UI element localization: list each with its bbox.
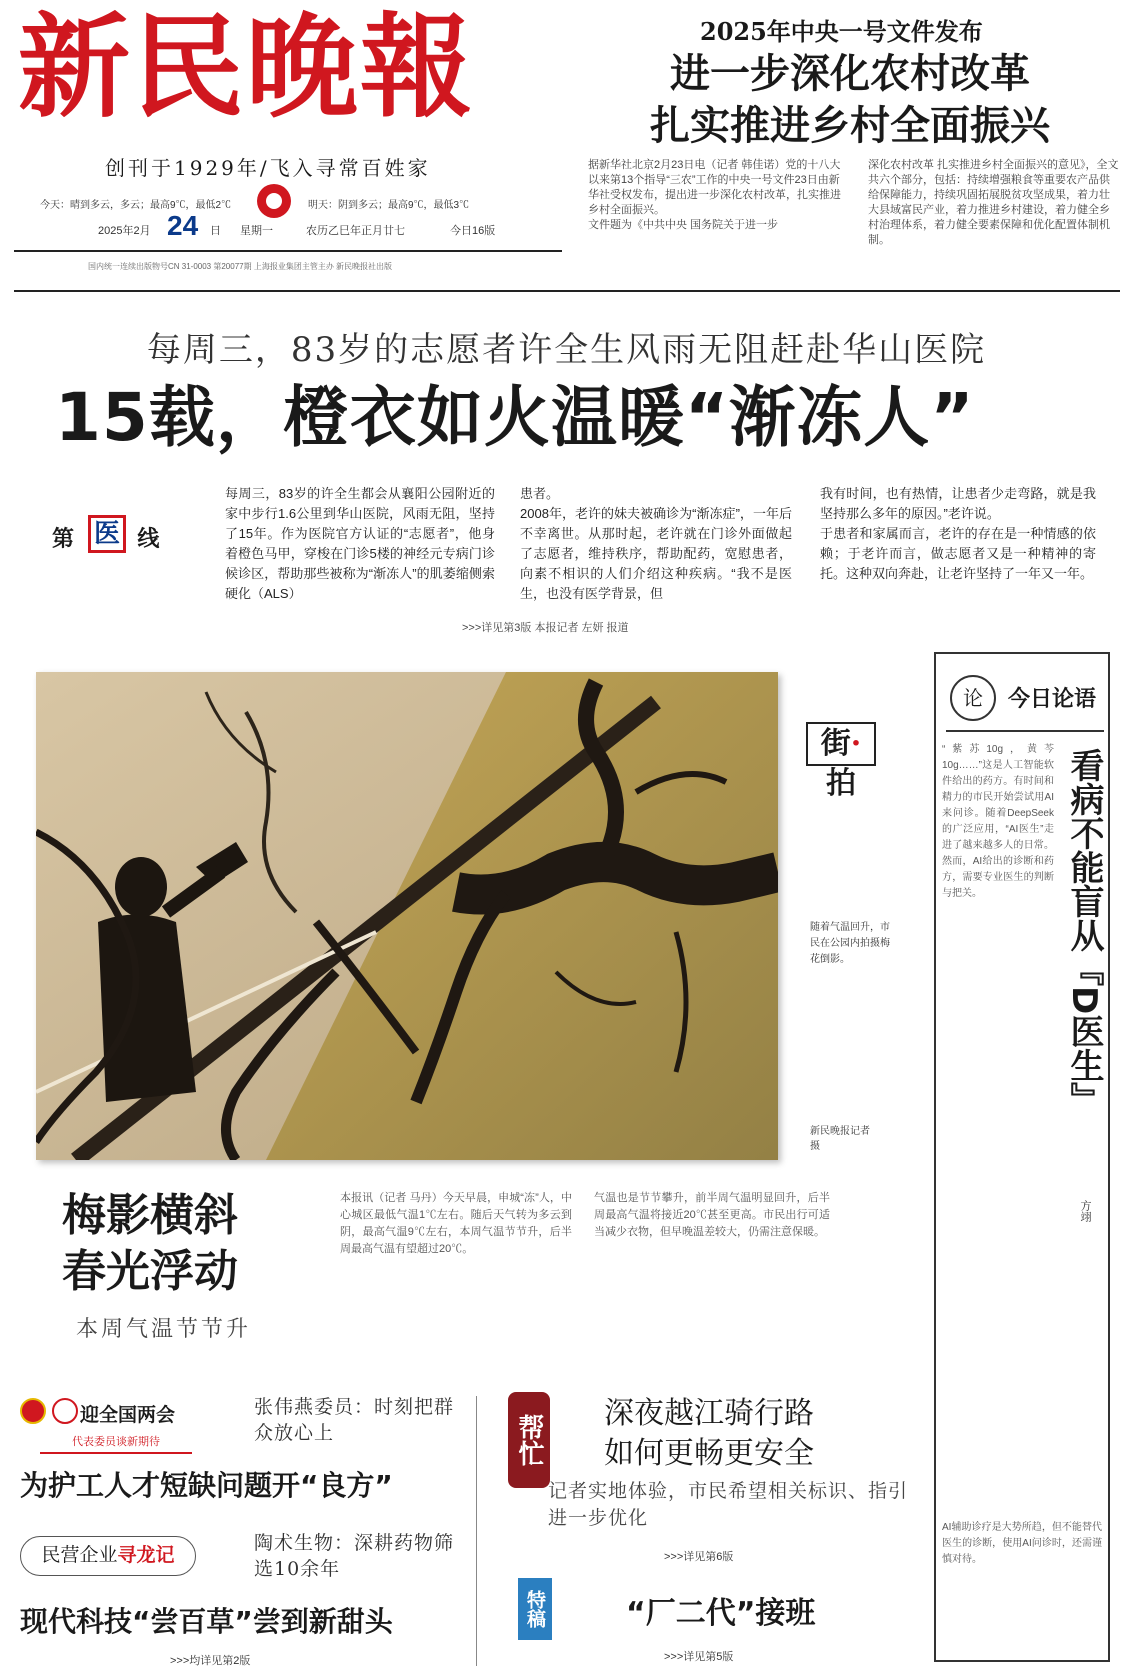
newspaper-logo-icon bbox=[257, 184, 291, 218]
section-rule-top bbox=[14, 290, 1120, 292]
commentary-title: 今日论语 bbox=[1008, 687, 1097, 712]
publication-info: 国内统一连续出版物号CN 31-0003 第20077期 上海报业集团主管主办 新民晚报社出版 bbox=[88, 262, 393, 271]
bottom-divider bbox=[476, 1396, 477, 1666]
column-tag-pre: 第 bbox=[52, 526, 75, 552]
lunar-date: 农历乙巳年正月廿七 bbox=[306, 225, 405, 237]
quest-kicker: 陶术生物：深耕药物筛选10余年 bbox=[254, 1532, 455, 1580]
column-tag-mid: 医 bbox=[93, 519, 120, 549]
date-prefix: 2025年2月 bbox=[98, 225, 151, 237]
photo-credit-line-1: 新民晚报记者 bbox=[810, 1126, 870, 1137]
column-tag-post: 线 bbox=[137, 526, 160, 552]
lead-headline[interactable] bbox=[600, 48, 1100, 152]
story-col-1: 每周三，83岁的许全生都会从襄阳公园附近的家中步行1.6公里到华山医院，风雨无阻，坚持了15年。作为医院官方认证的“志愿者”，他身着橙色马甲，穿梭在门诊5楼的神经元专病门诊候诊区，帮助那些被称为“渐冻人”的肌萎缩侧索硬化（ALS） bbox=[225, 486, 495, 601]
date-day: 24 bbox=[167, 210, 199, 241]
lead-kicker: 2025年中央一号文件发布 bbox=[700, 17, 983, 46]
cppcc-emblem-icon bbox=[52, 1398, 78, 1424]
factory-see-more-link[interactable]: >>>详见第5版 bbox=[664, 1651, 734, 1663]
np-section-label: 迎全国两会 bbox=[80, 1404, 176, 1426]
plum-headline-line-2: 春光浮动 bbox=[62, 1246, 238, 1297]
feature-tag: 特稿 bbox=[518, 1578, 552, 1640]
stamp-char-1: 街 bbox=[820, 726, 851, 761]
plum-shadow-photo-image bbox=[36, 672, 778, 1160]
stamp-char-2: 拍 bbox=[826, 766, 856, 801]
night-subhead: 记者实地体验，市民希望相关标识、指引进一步优化 bbox=[548, 1480, 909, 1529]
factory-headline[interactable]: “厂二代”接班 bbox=[626, 1596, 816, 1631]
np-section-sub: 代表委员谈新期待 bbox=[40, 1433, 192, 1454]
quest-see-more-link[interactable]: >>>均详见第2版 bbox=[170, 1655, 251, 1667]
story-col-3: 我有时间，也有热情，让患者少走弯路，就是我坚持那么多年的原因。”老许说。 于患者和家属而言，老许的存在是一种情感的依赖；于老许而言，做志愿者又是一种精神的寄托。这种双向奔赴，让老许坚持了一年又一年。 bbox=[820, 486, 1096, 581]
column-tag-badge bbox=[88, 515, 126, 553]
weather-today: 今天：晴到多云，多云；最高9℃，最低2℃ bbox=[40, 200, 232, 211]
commentary-text: “紫苏10g，黄芩10g……”这是人工智能软件给出的药方。有时间和精力的市民开始尝试用AI来问诊。随着DeepSeek的广泛应用，“AI医生”走进了越来越多人的日常。然而，AI给出的诊断和药方，需要专业医生的判断与把关。 bbox=[942, 744, 1054, 899]
commentary-headline[interactable]: 看病不能盲从『D医生』 bbox=[1064, 748, 1104, 1117]
commentary-rule bbox=[946, 730, 1104, 732]
story-col-2: 患者。 2008年，老许的妹夫被确诊为“渐冻症”，一年后不幸离世。从那时起，老许就在门诊外面做起了志愿者，维持秩序，帮助配药，宽慰患者，向素不相识的人们介绍这种疾病。“我不是医生，也没有医学背景，但 bbox=[520, 486, 792, 601]
quest-badge-pre: 民营企业 bbox=[41, 1544, 118, 1566]
quest-badge-red: 寻龙记 bbox=[117, 1544, 175, 1566]
masthead-title: 新民晚報 bbox=[18, 2, 474, 133]
photo-credit-line-2: 摄 bbox=[810, 1141, 820, 1152]
private-enterprise-badge bbox=[20, 1536, 196, 1576]
commentary-text-end: AI辅助诊疗是大势所趋，但不能替代医生的诊断，使用AI问诊时，还需谨慎对待。 bbox=[942, 1522, 1102, 1565]
lead-body-left bbox=[588, 158, 846, 260]
night-headline[interactable] bbox=[604, 1394, 814, 1474]
plum-subhead: 本周气温节节升 bbox=[76, 1317, 252, 1342]
night-headline-line-2: 如何更畅更安全 bbox=[604, 1436, 814, 1471]
np-kicker: 张伟燕委员：时刻把群众放心上 bbox=[254, 1396, 455, 1444]
masthead-slogan: 创刊于1929年/飞入寻常百姓家 bbox=[105, 156, 431, 180]
lead-headline-line-2: 扎实推进乡村全面振兴 bbox=[650, 103, 1050, 149]
photo-caption: 随着气温回升，市民在公园内拍摄梅花倒影。 bbox=[810, 922, 890, 965]
story-deck: 每周三，83岁的志愿者许全生风雨无阻赶赴华山医院 bbox=[146, 330, 987, 370]
masthead-rule bbox=[14, 250, 562, 252]
street-photo-stamp: 街·拍 bbox=[806, 722, 876, 766]
night-see-more-link[interactable]: >>>详见第6版 bbox=[664, 1551, 734, 1563]
plum-headline[interactable] bbox=[62, 1188, 238, 1300]
plum-col-2: 气温也是节节攀升，前半周气温明显回升，后半周最高气温将接近20℃甚至更高。市民出行可适当减少衣物，但早晚温差较大，仍需注意保暖。 bbox=[594, 1192, 830, 1238]
national-emblem-icon bbox=[20, 1398, 46, 1424]
commentary-author: 方翊 bbox=[1079, 1200, 1092, 1222]
plum-col-1: 本报讯（记者 马丹）今天早晨，申城“冻”人，中心城区最低气温1℃左右。随后天气转为多云到阴，最高气温9℃左右，本周气温节节升，后半周最高气温有望超过20℃。 bbox=[340, 1192, 572, 1255]
photo-credit bbox=[810, 1124, 870, 1154]
story-see-more-link[interactable]: >>>详见第3版 本报记者 左妍 报道 bbox=[462, 622, 629, 634]
commentary-badge-icon: 论 bbox=[950, 675, 996, 721]
lead-body-left-p1: 据新华社北京2月23日电（记者 韩佳诺）党的十八大以来第13个指导“三农”工作的中央一号文件23日由新华社受权发布，提出进一步深化农村改革，扎实推进乡村全面振兴。 bbox=[588, 159, 841, 216]
page-count: 今日16版 bbox=[450, 225, 496, 237]
weekday: 星期一 bbox=[240, 225, 273, 237]
lead-body-right: 深化农村改革 扎实推进乡村全面振兴的意见》，全文共六个部分，包括：持续增强粮食等重要农产品供给保障能力，持续巩固拓展脱贫攻坚成果，着力壮大县域富民产业，着力推进乡村建设，着力健全乡村治理体系，着力健全要素保障和优化配置体制机制。 bbox=[868, 159, 1119, 246]
weather-tomorrow: 明天：阴到多云；最高9℃，最低3℃ bbox=[308, 200, 470, 211]
lead-headline-line-1: 进一步深化农村改革 bbox=[670, 51, 1030, 97]
date-unit: 日 bbox=[210, 225, 221, 237]
lead-body-left-p2: 文件题为《中共中央 国务院关于进一步 bbox=[588, 219, 779, 231]
plum-headline-line-1: 梅影横斜 bbox=[62, 1190, 238, 1241]
street-photo bbox=[36, 672, 778, 1160]
quest-headline[interactable]: 现代科技“尝百草”尝到新甜头 bbox=[20, 1605, 393, 1638]
story-headline[interactable]: 15载，橙衣如火温暖“渐冻人” bbox=[55, 379, 975, 456]
help-tag: 帮忙 bbox=[508, 1392, 550, 1488]
night-headline-line-1: 深夜越江骑行路 bbox=[604, 1396, 814, 1431]
np-headline[interactable]: 为护工人才短缺问题开“良方” bbox=[20, 1469, 393, 1502]
